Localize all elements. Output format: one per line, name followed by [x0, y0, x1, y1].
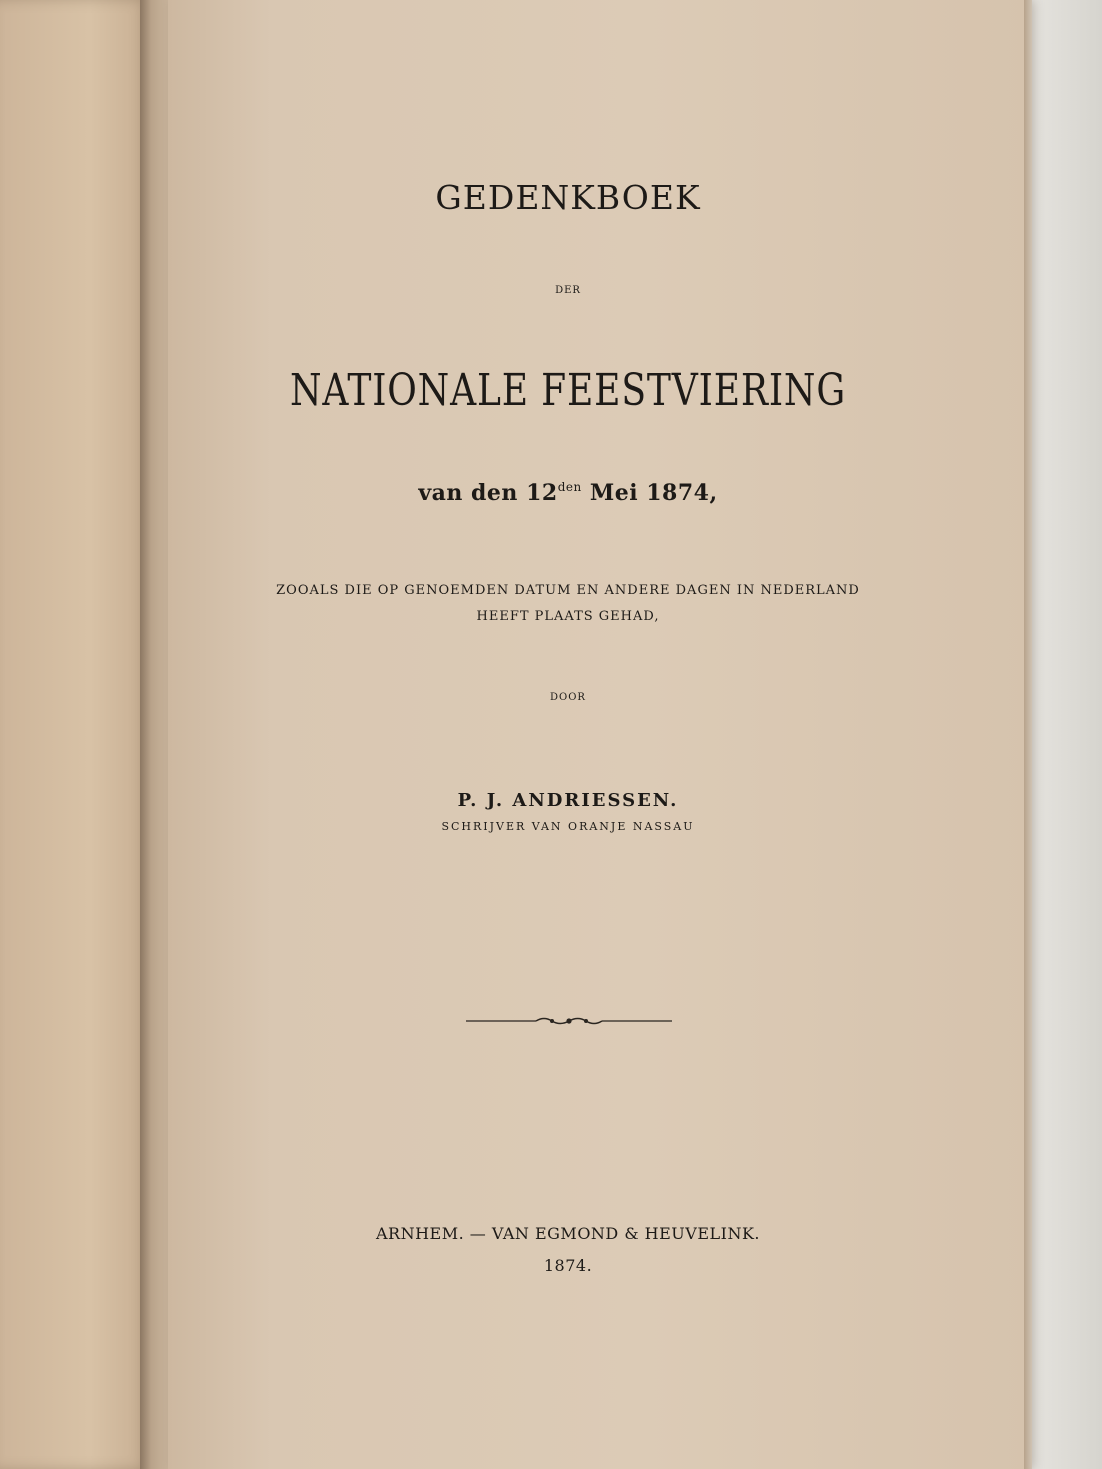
book-title: GEDENKBOEK — [435, 178, 701, 217]
connective-door: DOOR — [550, 692, 586, 703]
date-suffix: Mei 1874, — [581, 480, 718, 506]
author-subtitle: SCHRIJVER VAN ORANJE NASSAU — [441, 820, 695, 833]
page-edge — [1024, 0, 1032, 1469]
main-title: NATIONALE FEESTVIERING — [290, 365, 846, 416]
date-line — [168, 480, 968, 506]
connective-der: DER — [555, 285, 581, 296]
date-superscript: den — [557, 480, 582, 494]
description-line-1: ZOOALS DIE OP GENOEMDEN DATUM EN ANDERE DAGEN IN NEDERLAND — [276, 583, 860, 598]
description-line-2: HEEFT PLAATS GEHAD, — [476, 609, 660, 624]
publisher-line: ARNHEM. — VAN EGMOND & HEUVELINK. — [375, 1224, 761, 1243]
ornament-rule — [466, 1014, 672, 1028]
publication-year: 1874. — [543, 1256, 593, 1275]
date-prefix: van den 12 — [418, 480, 558, 506]
author-name: P. J. ANDRIESSEN. — [457, 790, 679, 811]
title-page — [168, 0, 1030, 1469]
facing-page — [0, 0, 150, 1469]
